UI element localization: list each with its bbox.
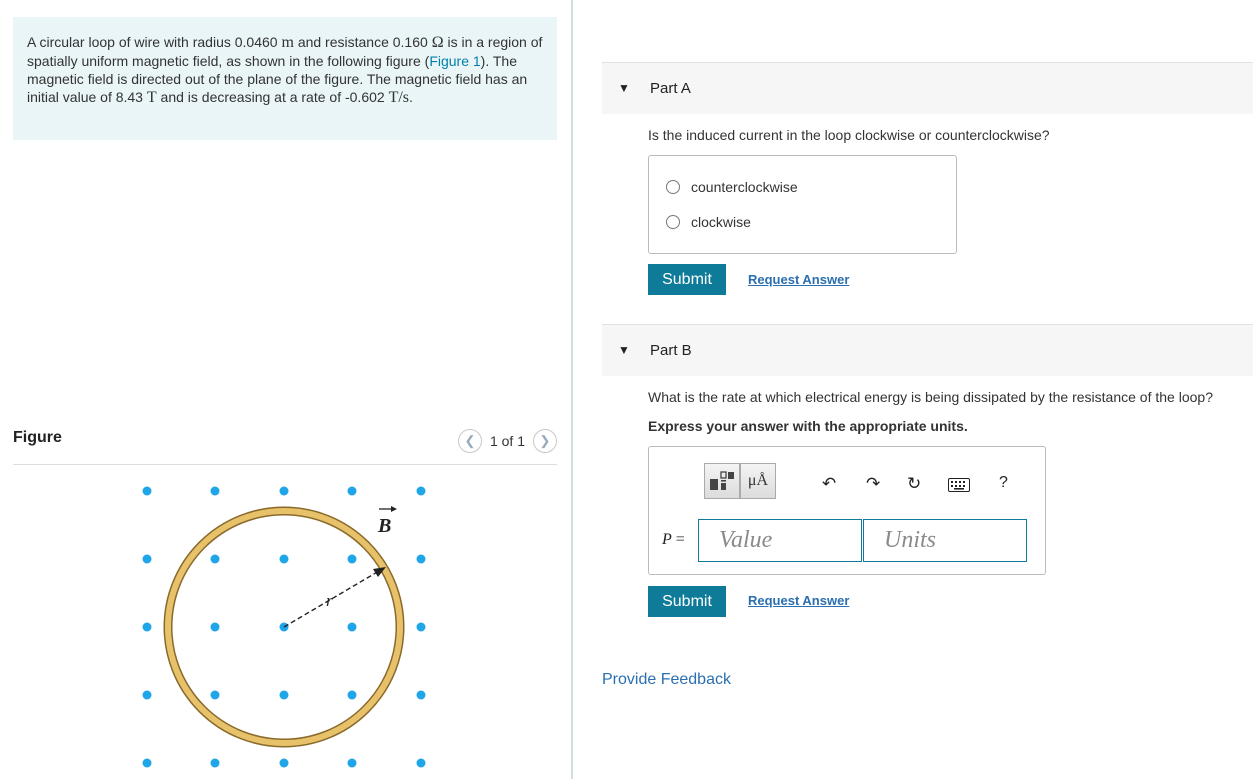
field-label: B: [378, 515, 392, 537]
problem-statement: [13, 17, 557, 140]
problem-text-1: A circular loop of wire with radius 0.0460: [27, 34, 278, 50]
field-dot: [417, 555, 426, 564]
field-dot: [211, 623, 220, 632]
option-counterclockwise[interactable]: [666, 179, 798, 195]
fraction-template-icon[interactable]: [704, 463, 740, 499]
vector-arrowhead: [391, 506, 397, 512]
radius-label: r: [326, 591, 333, 610]
field-dot: [280, 487, 289, 496]
collapse-triangle-icon[interactable]: ▼: [618, 81, 630, 95]
field-dot: [280, 759, 289, 768]
part-a-title: Part A: [650, 80, 691, 97]
field-dot: [143, 691, 152, 700]
field-dot: [348, 623, 357, 632]
redo-icon[interactable]: ↷: [866, 474, 881, 493]
part-a-request-answer-link[interactable]: Request Answer: [748, 272, 850, 287]
provide-feedback-link[interactable]: Provide Feedback: [602, 671, 731, 688]
units-button[interactable]: μÅ: [740, 463, 776, 499]
option-clockwise[interactable]: [666, 214, 751, 230]
problem-text-2: and resistance 0.160: [297, 34, 428, 50]
part-a-question: Is the induced current in the loop clockwise or counterclockwise?: [648, 127, 1050, 143]
part-b-question: What is the rate at which electrical energy is being dissipated by the resistance of the loop?: [648, 389, 1213, 405]
field-dot: [280, 555, 289, 564]
equals-sign: =: [675, 531, 685, 548]
unit-tesla-per-second: T/s: [388, 89, 410, 106]
field-dot: [143, 623, 152, 632]
column-divider: [571, 0, 573, 779]
field-dot: [211, 759, 220, 768]
field-dot: [417, 487, 426, 496]
part-a-choices: [648, 155, 957, 254]
variable-label: [662, 531, 685, 549]
collapse-triangle-icon[interactable]: ▼: [618, 343, 630, 357]
field-dot: [417, 759, 426, 768]
part-b-header[interactable]: [602, 324, 1253, 376]
figure-header: [13, 429, 557, 465]
variable-name: P: [662, 531, 672, 548]
radio-clockwise[interactable]: [666, 215, 680, 229]
part-b-request-answer-link[interactable]: Request Answer: [748, 593, 850, 608]
magnetic-field-figure: [13, 466, 557, 779]
field-dot: [348, 691, 357, 700]
chevron-right-icon[interactable]: ❯: [533, 429, 557, 453]
problem-text-3: is in a region of spatially uniform magnetic field, as shown in the following figure (: [27, 34, 543, 69]
chevron-left-icon[interactable]: ❮: [458, 429, 482, 453]
option-label-counterclockwise: counterclockwise: [691, 179, 798, 195]
field-dot: [211, 691, 220, 700]
field-dot: [280, 691, 289, 700]
field-dot: [211, 487, 220, 496]
part-b-title: Part B: [650, 342, 692, 359]
math-toolbar-group: [704, 463, 776, 499]
unit-ohm: Ω: [431, 34, 444, 51]
figure-link[interactable]: Figure 1: [429, 53, 481, 69]
answer-entry-box: [648, 446, 1046, 575]
field-dot: [211, 555, 220, 564]
field-dot: [143, 555, 152, 564]
field-dot: [417, 623, 426, 632]
units-input[interactable]: [863, 519, 1027, 562]
part-a-header[interactable]: [602, 62, 1253, 114]
field-dot: [143, 487, 152, 496]
field-dot: [348, 759, 357, 768]
figure-navigation: [458, 429, 557, 453]
field-dot: [348, 487, 357, 496]
field-dot: [348, 555, 357, 564]
problem-text-6: .: [409, 89, 413, 105]
undo-icon[interactable]: ↶: [822, 474, 837, 493]
figure-count: 1 of 1: [489, 433, 525, 449]
help-button[interactable]: ?: [999, 474, 1008, 491]
figure-title: Figure: [13, 429, 62, 446]
reset-icon[interactable]: ↻: [907, 474, 922, 493]
keyboard-icon[interactable]: [948, 477, 970, 497]
problem-text-5: and is decreasing at a rate of -0.602: [160, 89, 385, 105]
field-dot: [417, 691, 426, 700]
part-a-submit-button[interactable]: Submit: [648, 264, 726, 295]
value-input[interactable]: [698, 519, 862, 562]
problem-text-4: ). The magnetic field is directed out of the plane of the figure. The magnetic field has an initial value of 8.43: [27, 53, 528, 105]
part-b-submit-button[interactable]: Submit: [648, 586, 726, 617]
field-dot: [143, 759, 152, 768]
unit-tesla: T: [146, 89, 157, 106]
option-label-clockwise: clockwise: [691, 214, 751, 230]
radio-counterclockwise[interactable]: [666, 180, 680, 194]
part-b-instruction: Express your answer with the appropriate units.: [648, 418, 968, 434]
unit-m: m: [281, 34, 294, 51]
